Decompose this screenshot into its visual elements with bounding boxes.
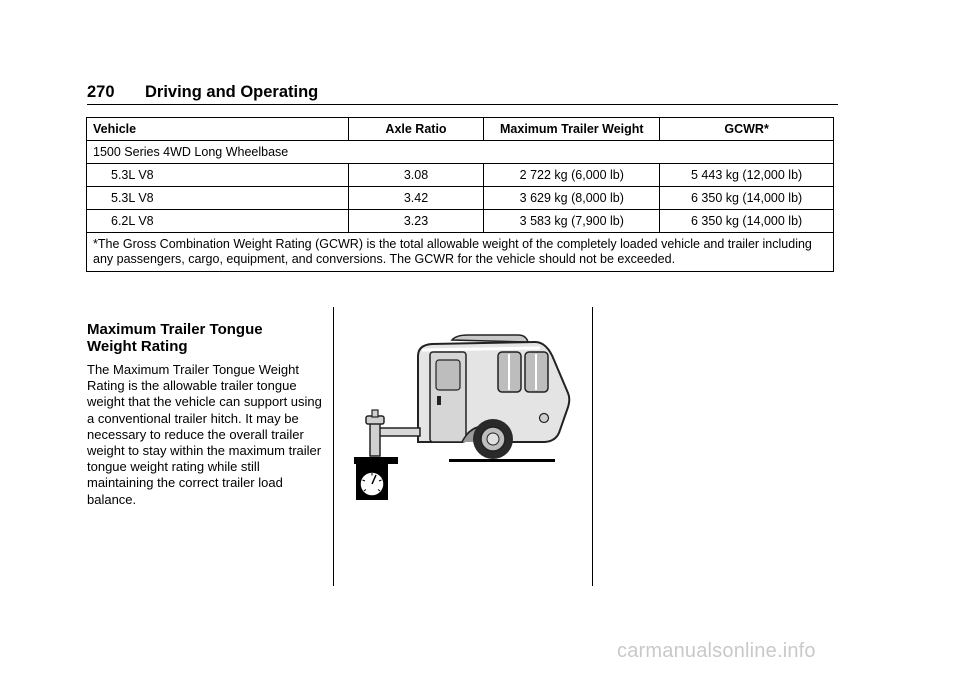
section-heading-line1: Maximum Trailer Tongue xyxy=(87,321,263,338)
column-divider-right xyxy=(592,307,593,586)
section-heading-line2: Weight Rating xyxy=(87,338,188,355)
cell-gcwr: 6 350 kg (14,000 lb) xyxy=(660,210,834,233)
gcwr-footnote: *The Gross Combination Weight Rating (GCWR) is the total allowable weight of the completely loaded vehicle and trailer including any passengers, cargo, equipment, and conversions. The GCWR for the vehicle should not be exceeded. xyxy=(87,233,834,272)
cell-max-weight: 2 722 kg (6,000 lb) xyxy=(484,164,660,187)
cell-gcwr: 5 443 kg (12,000 lb) xyxy=(660,164,834,187)
table-footnote-row xyxy=(87,233,834,272)
cell-axle-ratio: 3.23 xyxy=(348,210,484,233)
page-title: Driving and Operating xyxy=(145,83,319,101)
cell-axle-ratio: 3.08 xyxy=(348,164,484,187)
page-number: 270 xyxy=(87,83,115,101)
table-row xyxy=(87,210,834,233)
cell-gcwr: 6 350 kg (14,000 lb) xyxy=(660,187,834,210)
cell-vehicle: 5.3L V8 xyxy=(87,164,349,187)
column-header-axle-ratio: Axle Ratio xyxy=(348,118,484,141)
table-row xyxy=(87,164,834,187)
column-header-gcwr: GCWR* xyxy=(660,118,834,141)
table-group-row xyxy=(87,141,834,164)
section-heading xyxy=(87,321,327,355)
cell-max-weight: 3 583 kg (7,900 lb) xyxy=(484,210,660,233)
cell-axle-ratio: 3.42 xyxy=(348,187,484,210)
section-body: The Maximum Trailer Tongue Weight Rating is the allowable trailer tongue weight that the vehicle can support using a conventional trailer hitch. It may be necessary to reduce the overall trailer weight to stay within the maximum trailer tongue weight rating while still maintaining the correct trailer load balance. xyxy=(87,362,322,507)
group-label: 1500 Series 4WD Long Wheelbase xyxy=(87,141,834,164)
cell-vehicle: 6.2L V8 xyxy=(87,210,349,233)
table-row xyxy=(87,187,834,210)
page-header xyxy=(87,82,838,105)
trailer-weight-table xyxy=(86,117,834,272)
cell-vehicle: 5.3L V8 xyxy=(87,187,349,210)
column-header-max-trailer-weight: Maximum Trailer Weight xyxy=(484,118,660,141)
column-divider-left xyxy=(333,307,334,586)
cell-max-weight: 3 629 kg (8,000 lb) xyxy=(484,187,660,210)
table-header-row xyxy=(87,118,834,141)
watermark: carmanualsonline.info xyxy=(617,640,816,662)
column-header-vehicle: Vehicle xyxy=(87,118,349,141)
trailer-on-tongue-scale-icon xyxy=(350,330,580,510)
